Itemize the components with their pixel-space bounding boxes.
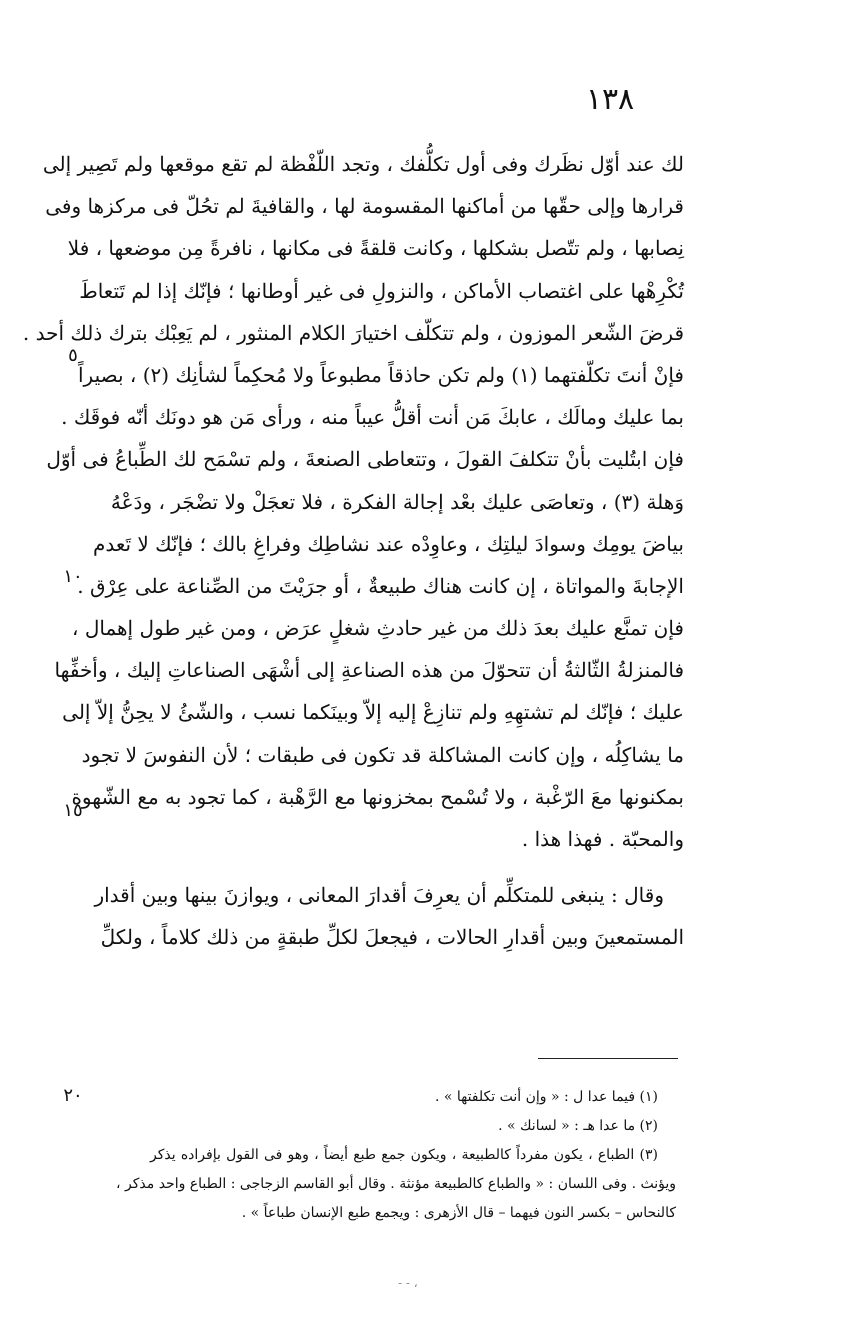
body-line: فإنْ أنتَ تكلّفتهما (١) ولم تكن حاذقاً مطبوعاً ولا مُحكِماً لشأنِك (٢) ، بصيراً xyxy=(78,362,684,387)
footnote-2: (٢) ما عدا هـ : « لسانك » . xyxy=(498,1118,658,1134)
body-line: قرارها وإلى حقّها من أماكنها المقسومة لها ، والقافيةَ لم تحُلّ فى مركزها وفى xyxy=(45,194,684,219)
body-line: فإن تمنَّع عليك بعدَ ذلك من غير حادثِ شغلٍ عرَض ، ومن غير طول إهمال ، xyxy=(72,616,684,641)
footnote-3: (٣) الطباع ، يكون مفرداً كالطبيعة ، ويكون جمع طبع أيضاً ، وهو فى القول بإفراده يذكر xyxy=(150,1147,658,1163)
line-number-5: ٥ xyxy=(68,345,78,366)
body-line: ما يشاكِلُه ، وإن كانت المشاكلة قد تكون فى طبقات ؛ لأن النفوسَ لا تجود xyxy=(81,742,684,767)
body-line: لك عند أوّل نظَرك وفى أول تكلُّفك ، وتجد اللّفْظة لم تقع موقعها ولم تَصِير إلى xyxy=(42,152,684,176)
line-number-15: ١٥ xyxy=(63,800,83,821)
body-line: بما عليك ومالَك ، عابكَ مَن أنت أقلُّ عيباً منه ، ورأى مَن هو دونَك أنّه فوقَك . xyxy=(61,405,684,430)
body-line: قرضَ الشّعر الموزون ، ولم تتكلّف اختيارَ الكلام المنثور ، لم يَعِبْك بترك ذلك أحد . xyxy=(22,320,684,345)
body-line: تُكْرِهْها على اغتصاب الأماكن ، والنزولِ فى غير أوطانها ؛ فإنّك إذا لم تَتعاطَ xyxy=(79,278,684,303)
body-line: والمحبّة . فهذا هذا . xyxy=(521,827,684,851)
line-number-20: ٢٠ xyxy=(63,1085,83,1106)
footnote-3-continued: ويؤنث . وفى اللسان : « والطباع كالطبيعة مؤنثة . وقال أبو القاسم الزجاجى : الطباع واحد مذكر ، xyxy=(116,1176,676,1192)
scan-mark: ‐ ‑ ، xyxy=(398,1276,418,1290)
body-line: بمكنونها معَ الرّغْبة ، ولا تُسْمح بمخزونها مع الرَّهْبة ، كما تجود به مع الشّهوة xyxy=(71,784,684,809)
body-line: بياضَ يومِك وسوادَ ليلتِك ، وعاوِدْه عند نشاطِك وفراغِ بالك ؛ فإنّك لا تَعدم xyxy=(92,531,684,556)
footnote-3-end: كالنحاس – بكسر النون فيهما – قال الأزهرى : ويجمع طبع الإنسان طباعاً » . xyxy=(241,1205,676,1221)
line-number-10: ١٠ xyxy=(63,566,83,587)
body-line: الإجابةَ والمواتاة ، إن كانت هناك طبيعةٌ ، أو جرَيْتَ من الصِّناعة على عِرْق . xyxy=(77,573,684,598)
footnote-separator xyxy=(538,1058,678,1059)
page-number: ١٣٨ xyxy=(585,82,635,117)
body-line: نِصابها ، ولم تتّصل بشكلها ، وكانت قلقةً فى مكانها ، نافرةً مِن موضعها ، فلا xyxy=(67,236,684,261)
body-line: فإن ابتُليت بأنْ تتكلفَ القولَ ، وتتعاطى الصنعةَ ، ولم تسْمَح لك الطِّباعُ فى أوّل xyxy=(46,447,684,472)
footnote-1: (١) فيما عدا ل : « وإن أنت تكلفتها » . xyxy=(434,1089,658,1105)
footnotes xyxy=(116,1083,676,1228)
paragraph-gap xyxy=(162,860,684,874)
body-line: فالمنزلةُ الثّالثةُ أن تتحوّلَ من هذه الصناعةِ إلى أشْهَى الصناعاتِ إليك ، وأخفِّها xyxy=(54,658,684,683)
body-line: وَهلة (٣) ، وتعاصَى عليك بعْد إجالة الفكرة ، فلا تعجَلْ ولا تضْجَر ، ودَعْهُ xyxy=(110,489,684,514)
body-line: المستمعينَ وبين أقدارِ الحالات ، فيجعلَ لكلِّ طبقةٍ من ذلك كلاماً ، ولكلِّ xyxy=(100,925,684,950)
body-line: وقال : ينبغى للمتكلِّم أن يعرِفَ أقدارَ المعانى ، ويوازنَ بينها وبين أقدار xyxy=(94,883,664,908)
body-line: عليك ؛ فإنّك لم تشتهِهِ ولم تنازِعْ إليه إلاّ وبينَكما نسب ، والشّئُ لا يحِنُّ إلاّ إلى xyxy=(62,700,684,725)
